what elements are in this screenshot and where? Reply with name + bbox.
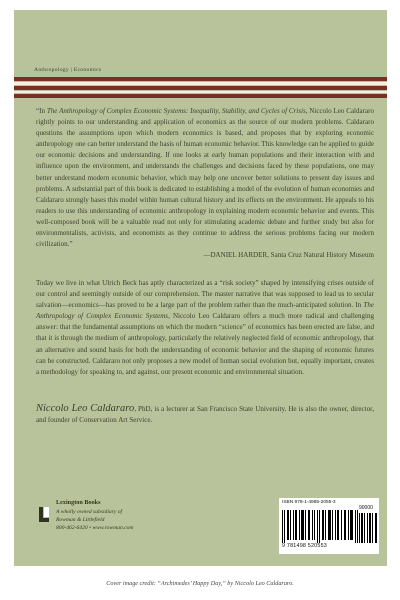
barcode-digits: 9 781498 520553 bbox=[282, 543, 327, 549]
quote-attribution: —DANIEL HARDER, Santa Cruz Natural History Museum bbox=[203, 251, 374, 260]
endorsement-quote bbox=[36, 106, 374, 261]
author-name: Niccolo Leo Caldararo bbox=[36, 403, 135, 414]
quote-body: , Niccolo Leo Caldararo rightly points to our understanding and application of economics as the source of our modern problems. Caldararo questions the assumptions upon which modern economics is based, and proposes that by exploring economic anthropology one can better understand the basis of human economic behavior. This knowledge can be applied to guide our economic decisions and understanding. If one looks at early human populations and their interaction with and influence upon the environment, and understands the challenges and decisions faced by these populations, one may better understand modern economic behavior, which may help one uncover better solutions to present day issues and problems. A substantial part of this book is dedicated to establishing a model of the evolution of human economies and Caldararo strongly bases this model within human cultural history and its effects on the environment. He appeals to his readers to use this understanding of economic anthropology in explaining modern economic behavior and events. This well-composed book will be a valuable read not only for stimulating academic debate and further study but also for environmentalists, activists, and economists as they continue to address the serious problems facing our modern civilization.” bbox=[36, 107, 374, 249]
stripe bbox=[14, 86, 387, 90]
publisher-name: Lexington Books bbox=[56, 499, 101, 506]
back-cover bbox=[14, 10, 387, 566]
lexington-logo-icon bbox=[37, 505, 51, 524]
stripe bbox=[14, 77, 387, 81]
barcode-bars-icon bbox=[282, 510, 358, 543]
author-bio-text: , PhD, is a lecturer at San Francisco State University. He is also the owner, director, and founder of Conservation Art Service. bbox=[36, 405, 374, 425]
quote-book-title: The Anthropology of Complex Economic Systems: Inequality, Stability, and Cycles of Crisis bbox=[46, 107, 306, 115]
description-part1: Today we live in what Ulrich Beck has aptly characterized as a “risk society” shaped by intensifying crises outside of our control and seemingly outside of our comprehension. The master narrative that was supposed to lead us to secular salvation—economics—has proved to be a large part of the problem rather than the much-anticipated solution. In bbox=[36, 279, 374, 310]
barcode bbox=[279, 498, 379, 554]
isbn-text: ISBN 978-1-4985-2055-3 bbox=[282, 500, 336, 505]
decorative-stripes bbox=[14, 77, 387, 103]
price-code: 90000 bbox=[359, 505, 373, 511]
stripe bbox=[14, 91, 387, 93]
price-barcode-icon bbox=[359, 513, 377, 543]
author-bio bbox=[36, 403, 374, 426]
publisher-line: Rowman & Littlefield bbox=[56, 517, 105, 523]
publisher-line: A wholly owned subsidiary of bbox=[56, 509, 123, 515]
description-part2: , Niccolo Leo Caldararo offers a much more radical and challenging answer: that the fundamental assumptions on which the modern “science” of economics has been erected are false, and that it is through the medium of anthropology, particularly the relatively neglected field of economic anthropology, that an alternative and sound basis for both the understanding of economic behavior and the shaping of economic futures can be constructed. Caldararo not only proposes a new model of human social evolution but, equally important, creates a methodology for speaking to, and against, our present economic and environmental situation. bbox=[36, 312, 375, 376]
category-label: Anthropology | Economics bbox=[34, 67, 102, 73]
cover-image-credit: Cover image credit: “Archimedes’ Happy Day,” by Niccolo Leo Caldararo. bbox=[106, 580, 294, 587]
book-description bbox=[36, 278, 374, 378]
quote-open: “In bbox=[36, 107, 47, 115]
publisher-block bbox=[14, 485, 387, 566]
description-book-title: The Anthropology of Complex Economic Systems bbox=[36, 301, 374, 321]
stripe bbox=[14, 82, 387, 85]
publisher-line: 800-462-6420 • www.rowman.com bbox=[56, 525, 134, 531]
stripe bbox=[14, 94, 387, 98]
